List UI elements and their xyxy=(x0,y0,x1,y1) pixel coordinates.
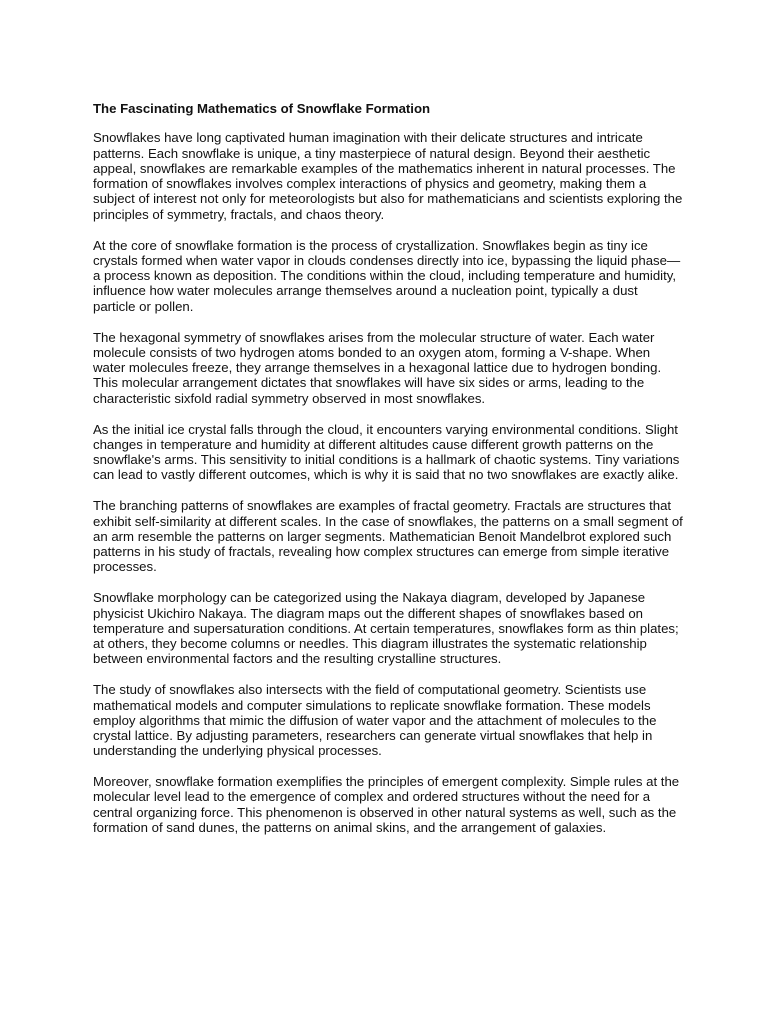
paragraph: Moreover, snowflake formation exemplifies the principles of emergent complexity. Simple rules at the molecular level lead to the emergence of complex and ordered structures without the need for a central organizing force. This phenomenon is observed in other natural systems as well, such as the formation of sand dunes, the patterns on animal skins, and the arrangement of galaxies. xyxy=(93,774,680,836)
paragraph: As the initial ice crystal falls through the cloud, it encounters varying environmental conditions. Slight changes in temperature and humidity at different altitudes cause different growth patterns on the snowflake's arms. This sensitivity to initial conditions is a hallmark of chaotic systems. Tiny variations can lead to vastly different outcomes, which is why it is said that no two snowflakes are exactly alike. xyxy=(93,421,680,483)
document-title: The Fascinating Mathematics of Snowflake Formation xyxy=(93,101,431,116)
paragraph: Snowflakes have long captivated human imagination with their delicate structures and intricate patterns. Each snowflake is unique, a tiny masterpiece of natural design. Beyond their aesthetic appeal, snowflakes are remarkable examples of the mathematics inherent in natural processes. The formation of snowflakes involves complex interactions of physics and geometry, making them a subject of interest not only for meteorologists but also for mathematicians and scientists exploring the principles of symmetry, fractals, and chaos theory. xyxy=(93,130,683,222)
paragraph: The branching patterns of snowflakes are examples of fractal geometry. Fractals are structures that exhibit self-similarity at different scales. In the case of snowflakes, the patterns on a small segment of an arm resemble the patterns on larger segments. Mathematician Benoit Mandelbrot explored such patterns in his study of fractals, revealing how complex structures can emerge from simple iterative processes. xyxy=(93,498,683,575)
paragraph: Snowflake morphology can be categorized using the Nakaya diagram, developed by Japanese physicist Ukichiro Nakaya. The diagram maps out the different shapes of snowflakes based on temperature and supersaturation conditions. At certain temperatures, snowflakes form as thin plates; at others, they become columns or needles. This diagram illustrates the systematic relationship between environmental factors and the resulting crystalline structures. xyxy=(93,590,679,667)
paragraph: The hexagonal symmetry of snowflakes arises from the molecular structure of water. Each water molecule consists of two hydrogen atoms bonded to an oxygen atom, forming a V-shape. When water molecules freeze, they arrange themselves in a hexagonal lattice due to hydrogen bonding. This molecular arrangement dictates that snowflakes will have six sides or arms, leading to the characteristic sixfold radial symmetry observed in most snowflakes. xyxy=(93,329,662,406)
paragraph: At the core of snowflake formation is the process of crystallization. Snowflakes begin as tiny ice crystals formed when water vapor in clouds condenses directly into ice, bypassing the liquid phase—a process known as deposition. The conditions within the cloud, including temperature and humidity, influence how water molecules arrange themselves around a nucleation point, typically a dust particle or pollen. xyxy=(93,237,681,314)
paragraph: The study of snowflakes also intersects with the field of computational geometry. Scientists use mathematical models and computer simulations to replicate snowflake formation. These models employ algorithms that mimic the diffusion of water vapor and the attachment of molecules to the crystal lattice. By adjusting parameters, researchers can generate virtual snowflakes that help in understanding the underlying physical processes. xyxy=(93,682,657,759)
document-body xyxy=(93,101,683,851)
